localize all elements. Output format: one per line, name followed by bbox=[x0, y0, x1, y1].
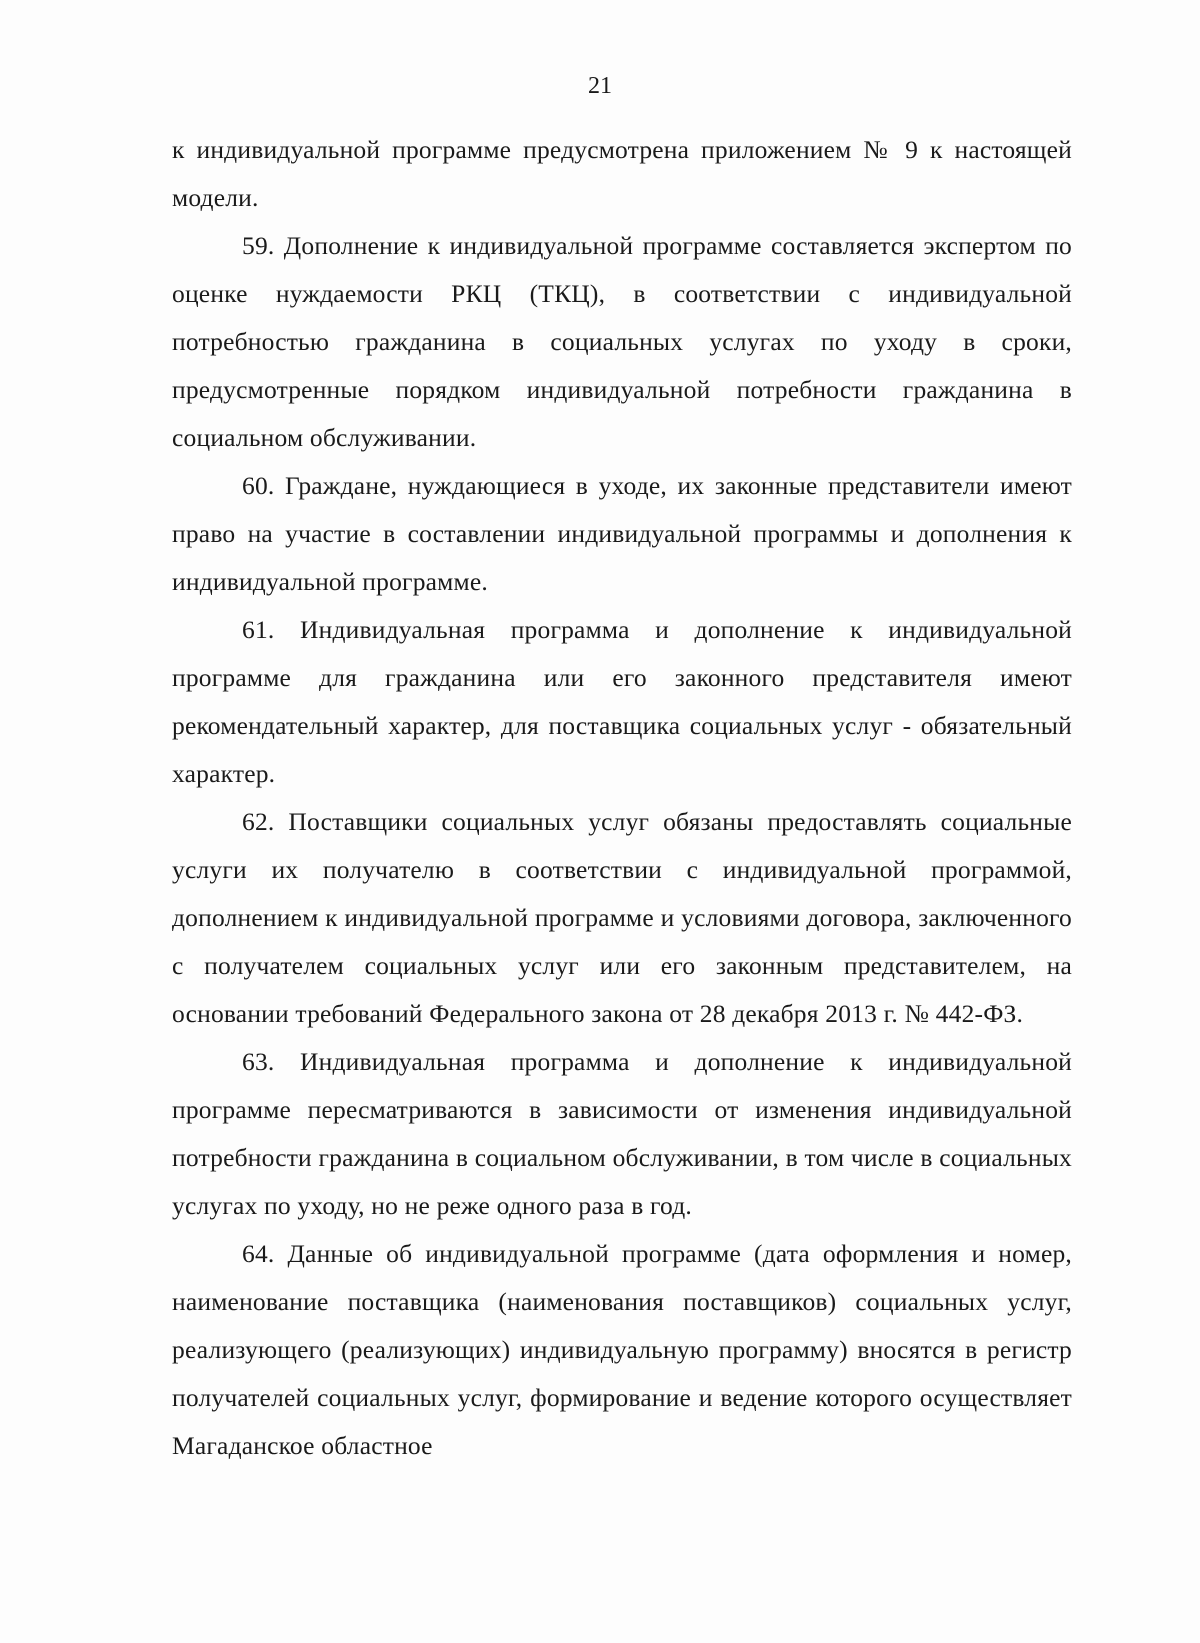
paragraph-60: 60. Граждане, нуждающиеся в уходе, их законные представители имеют право на участие в составлении индивидуальной программы и дополнения к индивидуальной программе. bbox=[172, 471, 1072, 596]
paragraph-continuation: к индивидуальной программе предусмотрена приложением № 9 к настоящей модели. bbox=[172, 135, 1072, 212]
page-number: 21 bbox=[588, 73, 612, 99]
paragraph-59: 59. Дополнение к индивидуальной программе составляется экспертом по оценке нуждаемости РКЦ (ТКЦ), в соответствии с индивидуальной потребностью гражданина в социальных услугах по уходу в сроки, предусмотренные порядком индивидуальной потребности гражданина в социальном обслуживании. bbox=[172, 231, 1072, 452]
paragraph-63: 63. Индивидуальная программа и дополнение к индивидуальной программе пересматриваются в зависимости от изменения индивидуальной потребности гражданина в социальном обслуживании, в том числе в социальных услугах по уходу, но не реже одного раза в год. bbox=[172, 1047, 1072, 1220]
paragraph-61: 61. Индивидуальная программа и дополнение к индивидуальной программе для гражданина или его законного представителя имеют рекомендательный характер, для поставщика социальных услуг - обязательный характер. bbox=[172, 615, 1072, 788]
paragraph-64: 64. Данные об индивидуальной программе (дата оформления и номер, наименование поставщика (наименования поставщиков) социальных услуг, реализующего (реализующих) индивидуальную программу) вносятся в регистр получателей социальных услуг, формирование и ведение которого осуществляет Магаданское областное bbox=[172, 1239, 1072, 1460]
document-body bbox=[172, 126, 1072, 1470]
paragraph-62: 62. Поставщики социальных услуг обязаны предоставлять социальные услуги их получателю в соответствии с индивидуальной программой, дополнением к индивидуальной программе и условиями договора, заключенного с получателем социальных услуг или его законным представителем, на основании требований Федерального закона от 28 декабря 2013 г. № 442-ФЗ. bbox=[172, 807, 1072, 1028]
